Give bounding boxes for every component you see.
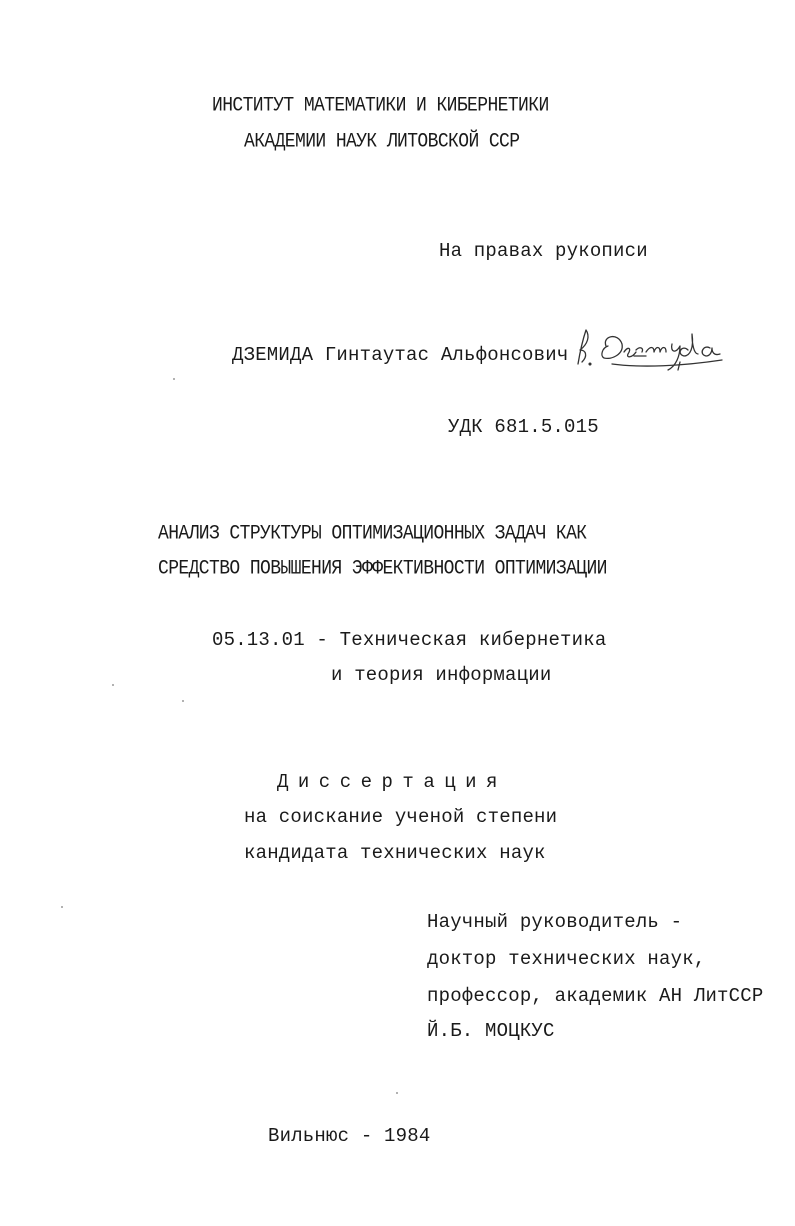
paper-speck — [182, 700, 184, 702]
manuscript-rights-note: На правах рукописи — [439, 240, 648, 262]
specialty-code: 05.13.01 - Техническая кибернетика — [212, 629, 607, 651]
udc-code: УДК 681.5.015 — [448, 416, 599, 438]
dissertation-title-line1: АНАЛИЗ СТРУКТУРЫ ОПТИМИЗАЦИОННЫХ ЗАДАЧ КАК — [158, 522, 587, 546]
degree-name: кандидата технических наук — [244, 842, 546, 864]
supervisor-label: Научный руководитель - — [427, 911, 683, 933]
degree-purpose: на соискание ученой степени — [244, 806, 558, 828]
supervisor-title: профессор, академик АН ЛитССР — [427, 985, 764, 1007]
paper-speck — [396, 1092, 398, 1094]
supervisor-name: Й.Б. МОЦКУС — [427, 1020, 555, 1042]
institute-name-line1: ИНСТИТУТ МАТЕМАТИКИ И КИБЕРНЕТИКИ — [212, 94, 549, 118]
specialty-name-continued: и теория информации — [331, 664, 552, 686]
paper-speck — [112, 684, 114, 686]
institute-name-line2: АКАДЕМИИ НАУК ЛИТОВСКОЙ ССР — [244, 130, 520, 154]
paper-speck — [61, 906, 63, 908]
city-and-year: Вильнюс - 1984 — [268, 1125, 431, 1147]
paper-speck — [173, 378, 175, 380]
dissertation-title-line2: СРЕДСТВО ПОВЫШЕНИЯ ЭФФЕКТИВНОСТИ ОПТИМИЗАЦИИ — [158, 557, 607, 581]
document-type-heading: Диссертация — [277, 771, 507, 793]
author-signature — [572, 322, 736, 374]
author-name: ДЗЕМИДА Гинтаутас Альфонсович — [232, 344, 569, 366]
supervisor-degree: доктор технических наук, — [427, 948, 706, 970]
